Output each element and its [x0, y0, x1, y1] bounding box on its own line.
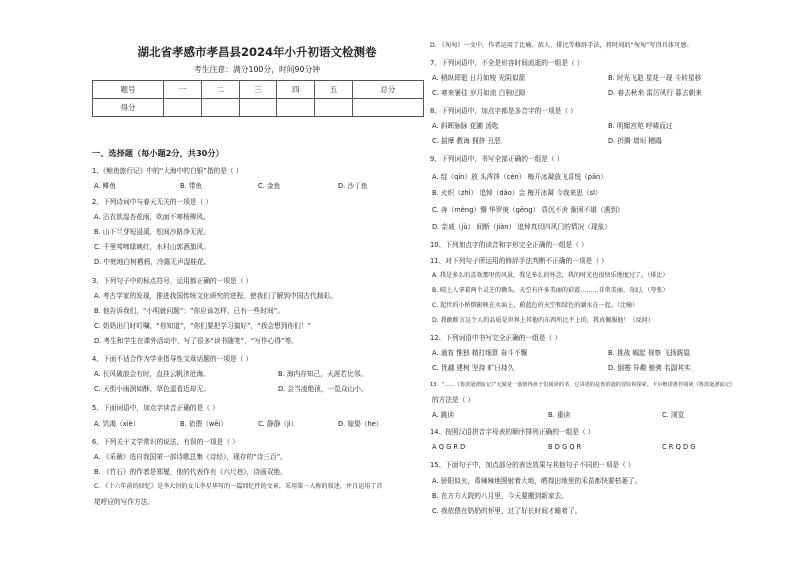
option: B. 海内存知己，天涯若比邻。 — [278, 370, 368, 378]
option: C. 起伏的小桥倒影映在水面上，蔚蓝色的天空和绿色的湖水在一起。（比喻） — [432, 302, 639, 309]
option: C. 千里莺啼绿映红，水村山郭酒旗风。 — [94, 243, 210, 251]
question-line: 6、下列关于文学常识的说法，有误的一项是（ ） — [92, 438, 239, 446]
score-header-cell: 三 — [239, 81, 277, 99]
option: C. 浏览 — [662, 411, 685, 419]
option: A. 我是多么的喜欢那里的风景，我是多么的怀念，我的时光也很快乐地度过了。（排比） — [432, 272, 669, 279]
question-line: 2、下列诗词中与春天无关的一项是（ ） — [92, 198, 213, 206]
option: C. 我依偎在奶奶的怀里，过了好长时间才睡着了。 — [432, 507, 582, 515]
option: B D G Q R — [548, 443, 582, 451]
option: A. 沾衣欲湿杏花雨，吹面不寒杨柳风。 — [94, 213, 210, 221]
score-header-cell: 二 — [201, 81, 239, 99]
question-line: 7、下列词语中，不全是形容时间流逝的一组是（ ） — [430, 59, 584, 67]
option-continued: 的方法是（ ） — [432, 396, 475, 404]
page-title: 湖北省孝感市孝昌县2024年小升初语文检测卷 — [137, 45, 377, 59]
question-line: 13、“……《鲁滨逊漂流记》”无疑是一部值得孩子们阅读的书，它讲述的是鲁滨逊的冒险和探索。卡尔维诺推荐阅读《鲁滨逊漂流记》 — [430, 382, 736, 388]
option: A. 稍纵即逝 日月如梭 光阴似箭 — [432, 74, 526, 82]
option: D. 嫁娶（he） — [338, 420, 383, 428]
score-cell[interactable] — [315, 99, 353, 117]
question-line: 1、《鲸鱼旅行记》中的“大海中的白银”指的是（ ） — [92, 167, 243, 175]
score-cell[interactable] — [277, 99, 315, 117]
score-table — [92, 80, 424, 117]
question-line: 3、下列句子中的标点符号，运用都正确的一项是（ ） — [92, 277, 253, 285]
score-header-row — [93, 81, 424, 99]
score-cell[interactable] — [352, 99, 423, 117]
option: A Q G R D — [432, 443, 466, 451]
option: B. 《竹石》的作者是郑燮，他的代表作有《六尺巷》，诗画双绝。 — [94, 468, 287, 476]
option: A. 鲱鱼 — [94, 182, 117, 190]
score-header-cell: 一 — [164, 81, 202, 99]
option: C. 奶奶出门时叮嘱，“你知道”，“你们要把学习搞好”，“我会想到你们！” — [94, 322, 311, 330]
question-line: 4、下面不适合作为学业指导性文章话题的一项是（ ） — [92, 355, 253, 363]
question-line: 10、下列加点字的读音和字形完全正确的一组是（ ） — [430, 241, 588, 249]
score-header-cell: 题号 — [93, 81, 164, 99]
score-header-cell: 四 — [277, 81, 315, 99]
option: A. 骄阳似火，毒辣辣地照射着大地，晒得田地里的禾苗都快要枯萎了。 — [432, 477, 642, 485]
option: D. 沙丁鱼 — [338, 182, 368, 190]
option: D. 我敢断言这个人的品质是世界上其他的东西所比不上的，我真佩服他！（反问） — [432, 317, 654, 324]
option-continued: 尾呼应的写作方法。 — [94, 498, 155, 506]
option-continued: D. 《匆匆》一文中，作者运用了比喻、拟人、排比等修辞手法，将时间的“匆匆”写得具体可感。 — [430, 42, 693, 49]
question-line: 5、下面词语中，加点字读音正确的是（ ） — [92, 404, 219, 412]
option: B. 在方方大院的八月里，今天要搬到新家去。 — [432, 492, 568, 500]
option: D. 春去秋来 雷厉风行 暮去朝来 — [608, 89, 702, 97]
option: C. 天街小雨润如酥，草色遥看近却无。 — [94, 385, 210, 393]
option: B. 重读 — [548, 411, 571, 419]
option: A. 长风破浪会有时，直挂云帆济沧海。 — [94, 370, 210, 378]
option: A. 《采薇》选自我国第一部诗歌总集《诗经》，现存的“诗三百”。 — [94, 453, 287, 461]
question-line: 11、对下列句子所运用的修辞手法判断不正确的一项是（ ） — [430, 257, 608, 265]
exam-notice: 考生注意：满分100分，时间90分钟 — [193, 65, 321, 74]
option: B. 依偎（wēi） — [180, 420, 228, 428]
option: B. 晴上人拿着两个灵芝的锄头。天空有许多美丽的彩霞………非常美丽、奇幻。（夸张） — [432, 287, 669, 294]
score-header-cell: 总分 — [352, 81, 423, 99]
option: A. 通宵 惟独 精打细算 奋斗不懈 — [432, 349, 528, 357]
option: C. 《十六年前的回忆》是李大钊的女儿李星华写的一篇回忆性的文章，采用第一人称的叙述，并且运用了首 — [94, 483, 383, 490]
option: A. 斜晖脉脉 花圃 汤匙 — [432, 122, 499, 130]
option: B. 山下兰芽短浸溪，松间沙路净无泥。 — [94, 228, 210, 236]
option: D. 中庭地白树栖鸦，冷露无声湿桂花。 — [94, 258, 211, 266]
option: A. 绽（qín）放 头涔涔（cén） 梅开冰凝放飞喜悦（pān） — [432, 173, 607, 181]
option: D. 亲戚（jù） 间断（jiàn） 追悼真切四风门的情况（现象） — [432, 223, 611, 231]
option: C. 金鱼 — [258, 182, 281, 190]
option: D. 折腾 墙垣 糟蹋 — [608, 137, 662, 145]
option: D. 倒霉 异趣 驰骋 名副其实 — [608, 364, 691, 372]
option: A. 考古学家的发现，推进我国传统文化研究的进程，使我们了解到中国古代精彩。 — [94, 292, 337, 300]
option: B. 明媚宫苑 呼啸而过 — [608, 122, 673, 130]
option: B. 挑战 崛起 视察 飞扬跋扈 — [608, 349, 691, 357]
question-line: 15、下面句子中，加点部分的表达效果与其他句子不同的一项是（ ） — [430, 461, 635, 469]
option: C R Q D G — [662, 443, 696, 451]
option: B. 火炽（zhì） 追悼（dào）会 梅开冰凝 今我来思（sī） — [432, 189, 602, 197]
question-line: 9、下列词语中，书写全部正确的一组是（ ） — [430, 155, 564, 163]
section-heading: 一、选择题（每小题2分，共30分） — [92, 148, 224, 158]
score-header-cell: 五 — [315, 81, 353, 99]
option: B. 他告诉我们，“小明就问题”：“你应该怎样，已有一些时间”。 — [94, 307, 284, 315]
option: C. 静静（jì） — [258, 420, 298, 428]
option: C. 寒来暑往 岁月如流 白驹过隙 — [432, 89, 526, 97]
score-cell[interactable] — [164, 99, 202, 117]
option: D. 会当凌绝顶，一览众山小。 — [278, 385, 368, 393]
option: C. 揣摩 教诲 拥挤 丑恶 — [432, 137, 501, 145]
option: A. 跳读 — [432, 411, 455, 419]
question-line: 12、下列词语中书写完全正确的一组是（ ） — [430, 334, 562, 342]
score-row — [93, 99, 424, 117]
option: C. 优越 建树 坚持 旷日持久 — [432, 364, 515, 372]
score-row-label: 得分 — [93, 99, 164, 117]
score-cell[interactable] — [239, 99, 277, 117]
score-cell[interactable] — [201, 99, 239, 117]
option: D. 考生和学生在课外活动中，写了很多“读书随笔”，“写作心得”等。 — [94, 337, 298, 345]
option: A. 饥渴（xiè） — [94, 420, 140, 428]
option: B. 带鱼 — [180, 182, 203, 190]
question-line: 8、下列词语中，加点字都是多音字的一项是（ ） — [430, 107, 577, 115]
option: C. 奔（mèng）懵 华罗庚（gēng） 昏沉不舍 渐困不堪（遇到） — [432, 206, 624, 214]
option: B. 时光飞逝 星花一现 斗转星移 — [608, 74, 702, 82]
question-line: 14、按照汉语拼音字母表的顺序排列正确的一组是（ ） — [430, 428, 595, 436]
